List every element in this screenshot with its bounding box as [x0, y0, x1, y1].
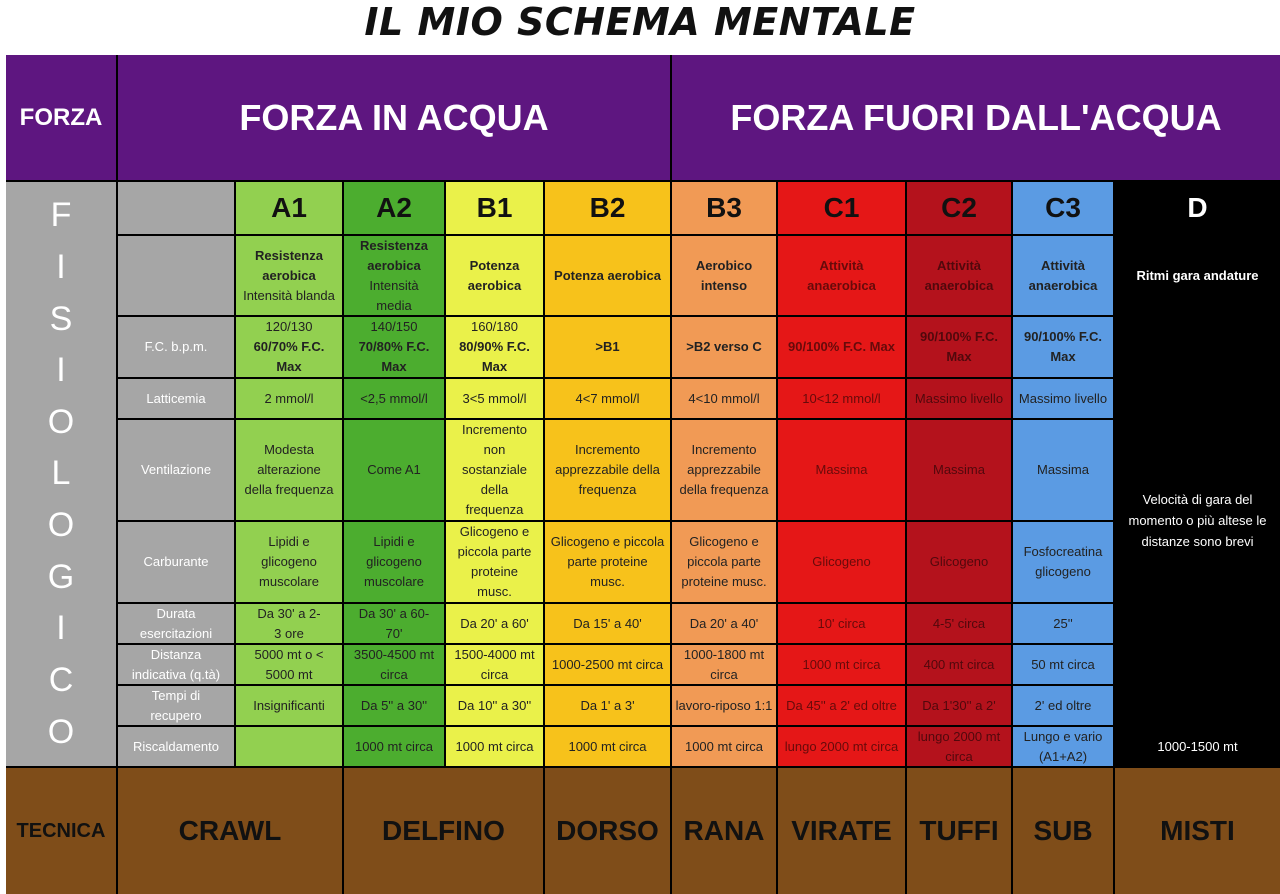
- fc-b1-line: Max: [481, 359, 508, 374]
- d-middle-text-line: Velocità di gara del: [1142, 491, 1253, 507]
- tempi-b3: lavoro-riposo 1:1: [672, 686, 776, 725]
- distanza-c2-line: 400 mt circa: [923, 656, 995, 672]
- desc-c1-line: anaerobica: [807, 277, 876, 293]
- row-label-ventilazione: Ventilazione: [118, 420, 234, 520]
- tecnica-rana: RANA: [672, 768, 776, 894]
- desc-a1-line: aerobica: [262, 267, 316, 283]
- durata-b1: [446, 604, 543, 643]
- distanza-a2: [344, 645, 444, 684]
- fc-a1-line: 60/70% F.C.: [253, 339, 325, 354]
- ventilazione-b1-line: della: [480, 482, 509, 497]
- latticemia-b3: 4<10 mmol/l: [672, 379, 776, 418]
- forza-label: FORZA: [6, 55, 116, 180]
- durata-b2-line: Da 15' a 40': [573, 615, 642, 631]
- distanza-b1: [446, 645, 543, 684]
- fc-a2-line: 70/80% F.C.: [358, 339, 430, 354]
- fc-b1-line: 80/90% F.C.: [459, 339, 530, 354]
- fc-a2: [344, 317, 444, 377]
- fisiologico-letter: I: [56, 351, 66, 390]
- row-label-distanza-line: Distanza: [150, 646, 202, 662]
- desc-a1-line: Resistenza: [255, 247, 323, 263]
- distanza-a1-line: 5000 mt: [265, 666, 313, 682]
- distanza-b3-line: circa: [710, 666, 738, 682]
- carburante-b3-line: piccola parte: [687, 554, 761, 569]
- row-label-fc: F.C. b.p.m.: [118, 317, 234, 377]
- fc-a2-line: Max: [381, 359, 407, 374]
- fc-c1-line: 90/100% F.C. Max: [788, 339, 895, 354]
- grade-d: D: [1115, 182, 1280, 234]
- riscaldamento-d: 1000-1500 mt: [1115, 727, 1280, 766]
- ventilazione-c3: [1013, 420, 1113, 520]
- latticemia-c3: Massimo livello: [1013, 379, 1113, 418]
- desc-c2-line: anaerobica: [924, 277, 994, 293]
- carburante-c3-line: glicogeno: [1035, 564, 1091, 579]
- carburante-c1: [778, 522, 905, 602]
- tempi-c2: Da 1'30'' a 2': [907, 686, 1011, 725]
- desc-c2-line: Attività: [936, 257, 982, 273]
- distanza-b3-line: 1000-1800 mt: [683, 646, 765, 662]
- mind-map-table: [6, 55, 1280, 894]
- carburante-c3-line: Fosfocreatina: [1023, 544, 1103, 559]
- tecnica-label: TECNICA: [6, 768, 116, 894]
- ventilazione-b1-line: sostanziale: [461, 462, 528, 477]
- d-middle-text: [1115, 317, 1280, 723]
- fc-a1-line: Max: [276, 359, 302, 374]
- grade-a2: A2: [344, 182, 444, 234]
- tempi-c1: Da 45'' a 2' ed oltre: [778, 686, 905, 725]
- durata-c1-line: 10' circa: [817, 615, 866, 631]
- carburante-b3-line: proteine musc.: [681, 574, 767, 589]
- ventilazione-c2-line: Massima: [932, 462, 985, 477]
- carburante-b1-line: musc.: [477, 584, 512, 599]
- fc-b3: [672, 317, 776, 377]
- grade-c2: C2: [907, 182, 1011, 234]
- forza-in-acqua-header: FORZA IN ACQUA: [118, 55, 670, 180]
- carburante-b1-line: piccola parte: [457, 544, 532, 559]
- desc-a2-line: media: [376, 297, 412, 313]
- fc-a1: [236, 317, 342, 377]
- carburante-c1-line: Glicogeno: [812, 554, 871, 569]
- fc-a1-line: 120/130: [265, 319, 313, 334]
- carburante-b3-line: Glicogeno e: [689, 534, 759, 549]
- desc-b3-line: intenso: [700, 277, 748, 293]
- row-label-distanza: [118, 645, 234, 684]
- row-label-tempi: [118, 686, 234, 725]
- riscaldamento-c2: lungo 2000 mt circa: [907, 727, 1011, 766]
- durata-c3-line: 25'': [1053, 615, 1073, 631]
- ventilazione-c1: [778, 420, 905, 520]
- distanza-c3-line: 50 mt circa: [1031, 656, 1095, 672]
- ventilazione-b1-line: non: [483, 442, 506, 457]
- desc-c2: [907, 236, 1011, 315]
- fisiologico-letter: O: [47, 506, 75, 545]
- fisiologico-letter: G: [47, 557, 75, 596]
- riscaldamento-c3: Lungo e vario (A1+A2): [1013, 727, 1113, 766]
- durata-c2: [907, 604, 1011, 643]
- row-label-tempi-line: recupero: [150, 707, 202, 723]
- durata-c1: [778, 604, 905, 643]
- durata-a2: [344, 604, 444, 643]
- carburante-b1-line: Glicogeno e: [459, 524, 530, 539]
- d-middle-text-line: distanze sono brevi: [1141, 533, 1254, 549]
- carburante-a2: [344, 522, 444, 602]
- carburante-b2-line: musc.: [590, 574, 625, 589]
- carburante-a1: [236, 522, 342, 602]
- carburante-c2: [907, 522, 1011, 602]
- ventilazione-b3-line: Incremento: [691, 442, 757, 457]
- desc-c1-line: Attività: [819, 257, 864, 273]
- desc-c3: [1013, 236, 1113, 315]
- desc-a2: [344, 236, 444, 315]
- durata-b3-line: Da 20' a 40': [689, 615, 759, 631]
- fc-c1: [778, 317, 905, 377]
- forza-fuori-header: FORZA FUORI DALL'ACQUA: [672, 55, 1280, 180]
- distanza-c1: [778, 645, 905, 684]
- fc-b1-line: 160/180: [470, 319, 518, 334]
- distanza-c2: [907, 645, 1011, 684]
- distanza-b1-line: circa: [480, 666, 509, 682]
- riscaldamento-b2: 1000 mt circa: [545, 727, 670, 766]
- distanza-a1-line: 5000 mt o <: [254, 646, 324, 662]
- grade-b3: B3: [672, 182, 776, 234]
- durata-b1-line: Da 20' a 60': [460, 615, 529, 631]
- grade-c1: C1: [778, 182, 905, 234]
- latticemia-c2: Massimo livello: [907, 379, 1011, 418]
- distanza-c1-line: 1000 mt circa: [802, 656, 881, 672]
- carburante-a2-line: glicogeno: [366, 554, 422, 569]
- distanza-b2: [545, 645, 670, 684]
- durata-b2: [545, 604, 670, 643]
- fc-b1: [446, 317, 543, 377]
- row-label-durata: [118, 604, 234, 643]
- grade-a1: A1: [236, 182, 342, 234]
- carburante-a2-line: Lipidi e: [373, 534, 415, 549]
- desc-c3-line: Attività: [1040, 257, 1086, 273]
- desc-a1: [236, 236, 342, 315]
- row-label-durata-line: esercitazioni: [139, 625, 213, 641]
- durata-c2-line: 4-5' circa: [932, 615, 986, 631]
- fc-b3-line: >B2 verso C: [686, 339, 762, 354]
- fc-c2-line: 90/100% F.C.: [919, 329, 999, 344]
- row-label-latticemia: Latticemia: [118, 379, 234, 418]
- desc-d: Ritmi gara andature: [1115, 236, 1280, 315]
- desc-b3-line: Aerobico: [695, 257, 753, 273]
- fc-c2: [907, 317, 1011, 377]
- row-label-tempi-line: Tempi di: [151, 687, 201, 703]
- tecnica-dorso: DORSO: [545, 768, 670, 894]
- distanza-a2-line: 3500-4500 mt: [353, 646, 435, 662]
- riscaldamento-c1: lungo 2000 mt circa: [778, 727, 905, 766]
- desc-b1: [446, 236, 543, 315]
- latticemia-b2: 4<7 mmol/l: [545, 379, 670, 418]
- row-label-carburante: Carburante: [118, 522, 234, 602]
- fc-c2-line: Max: [946, 349, 972, 364]
- row-label-durata-line: Durata: [156, 605, 196, 621]
- tecnica-crawl: CRAWL: [118, 768, 342, 894]
- row-label-riscaldamento: Riscaldamento: [118, 727, 234, 766]
- riscaldamento-b3: 1000 mt circa: [672, 727, 776, 766]
- ventilazione-b2-line: apprezzabile della: [555, 462, 660, 477]
- riscaldamento-a1: [236, 727, 342, 766]
- grade-b2: B2: [545, 182, 670, 234]
- tecnica-delfino: DELFINO: [344, 768, 543, 894]
- tempi-c3: 2' ed oltre: [1013, 686, 1113, 725]
- durata-b3: [672, 604, 776, 643]
- desc-c3-line: anaerobica: [1028, 277, 1098, 293]
- desc-b2-line: Potenza aerobica: [554, 267, 661, 283]
- fisiologico-letter: I: [56, 247, 66, 286]
- fc-a2-line: 140/150: [370, 319, 418, 334]
- fc-b2-line: >B1: [595, 339, 620, 354]
- carburante-a1-line: glicogeno: [261, 554, 317, 569]
- distanza-c3: [1013, 645, 1113, 684]
- latticemia-c1: 10<12 mmol/l: [778, 379, 905, 418]
- label-blank: [118, 182, 234, 234]
- fisiologico-letter: F: [50, 196, 72, 235]
- ventilazione-a1-line: Modesta: [264, 442, 314, 457]
- ventilazione-a1-line: alterazione: [257, 462, 321, 477]
- fisiologico-letter: C: [48, 660, 74, 699]
- desc-b1-line: aerobica: [467, 277, 522, 293]
- tempi-b1: Da 10'' a 30'': [446, 686, 543, 725]
- ventilazione-b1-line: frequenza: [465, 502, 524, 517]
- desc-c1: [778, 236, 905, 315]
- riscaldamento-a2: 1000 mt circa: [344, 727, 444, 766]
- distanza-b1-line: 1500-4000 mt: [454, 646, 535, 662]
- distanza-a2-line: circa: [380, 666, 408, 682]
- ventilazione-c1-line: Massima: [815, 462, 868, 477]
- tempi-a2: Da 5'' a 30'': [344, 686, 444, 725]
- fisiologico-strip: [6, 182, 116, 766]
- fisiologico-letter: L: [51, 454, 71, 493]
- ventilazione-b1-line: Incremento: [461, 422, 528, 437]
- ventilazione-a2: [344, 420, 444, 520]
- desc-a2-line: Resistenza: [360, 237, 428, 253]
- fc-c3-line: Max: [1050, 349, 1076, 364]
- durata-a1: [236, 604, 342, 643]
- ventilazione-b2-line: Incremento: [574, 442, 641, 457]
- tecnica-virate: VIRATE: [778, 768, 905, 894]
- tecnica-sub: SUB: [1013, 768, 1113, 894]
- carburante-b3: [672, 522, 776, 602]
- carburante-b2-line: Glicogeno e piccola: [550, 534, 665, 549]
- durata-c3: [1013, 604, 1113, 643]
- grade-b1: B1: [446, 182, 543, 234]
- distanza-b2-line: 1000-2500 mt circa: [551, 656, 664, 672]
- carburante-b2-line: parte proteine: [567, 554, 648, 569]
- ventilazione-c2: [907, 420, 1011, 520]
- distanza-a1: [236, 645, 342, 684]
- d-middle-text-line: momento o più altese le: [1128, 512, 1267, 528]
- desc-a2-line: aerobica: [367, 257, 421, 273]
- desc-b1-line: Potenza: [469, 257, 520, 273]
- ventilazione-b2-line: frequenza: [578, 482, 637, 497]
- carburante-a1-line: Lipidi e: [268, 534, 310, 549]
- carburante-b1-line: proteine: [471, 564, 518, 579]
- ventilazione-c3-line: Massima: [1036, 462, 1089, 477]
- carburante-c2-line: Glicogeno: [929, 554, 989, 569]
- fisiologico-letter: O: [47, 712, 75, 751]
- fisiologico-letter: O: [47, 402, 75, 441]
- row-label-distanza-line: indicativa (q.tà): [131, 666, 221, 682]
- tempi-a1: Insignificanti: [236, 686, 342, 725]
- riscaldamento-b1: 1000 mt circa: [446, 727, 543, 766]
- fc-c3-line: 90/100% F.C.: [1023, 329, 1103, 344]
- tecnica-tuffi: TUFFI: [907, 768, 1011, 894]
- ventilazione-b1: [446, 420, 543, 520]
- ventilazione-b3: [672, 420, 776, 520]
- ventilazione-a1-line: della frequenza: [244, 482, 334, 497]
- carburante-b2: [545, 522, 670, 602]
- latticemia-b1: 3<5 mmol/l: [446, 379, 543, 418]
- carburante-b1: [446, 522, 543, 602]
- grade-c3: C3: [1013, 182, 1113, 234]
- ventilazione-a2-line: Come A1: [367, 462, 421, 477]
- desc-a1-line: Intensità blanda: [243, 287, 335, 303]
- distanza-b3: [672, 645, 776, 684]
- carburante-a2-line: muscolare: [364, 574, 424, 589]
- fisiologico-letter: I: [56, 609, 66, 648]
- durata-a2-line: Da 30' a 60-: [358, 605, 430, 621]
- tecnica-misti: MISTI: [1115, 768, 1280, 894]
- ventilazione-b2: [545, 420, 670, 520]
- page-title: IL MIO SCHEMA MENTALE: [364, 0, 916, 44]
- durata-a2-line: 70': [385, 625, 403, 641]
- fc-b2: [545, 317, 670, 377]
- label-blank: [118, 236, 234, 315]
- carburante-a1-line: muscolare: [259, 574, 319, 589]
- durata-a1-line: Da 30' a 2-: [257, 605, 321, 621]
- desc-b3: [672, 236, 776, 315]
- ventilazione-a1: [236, 420, 342, 520]
- ventilazione-b3-line: della frequenza: [679, 482, 769, 497]
- fc-c3: [1013, 317, 1113, 377]
- latticemia-a2: <2,5 mmol/l: [344, 379, 444, 418]
- ventilazione-b3-line: apprezzabile: [687, 462, 761, 477]
- fisiologico-letter: S: [49, 299, 73, 338]
- latticemia-a1: 2 mmol/l: [236, 379, 342, 418]
- carburante-c3: [1013, 522, 1113, 602]
- desc-a2-line: Intensità: [369, 277, 419, 293]
- tempi-b2: Da 1' a 3': [545, 686, 670, 725]
- desc-b2: [545, 236, 670, 315]
- durata-a1-line: 3 ore: [274, 625, 304, 641]
